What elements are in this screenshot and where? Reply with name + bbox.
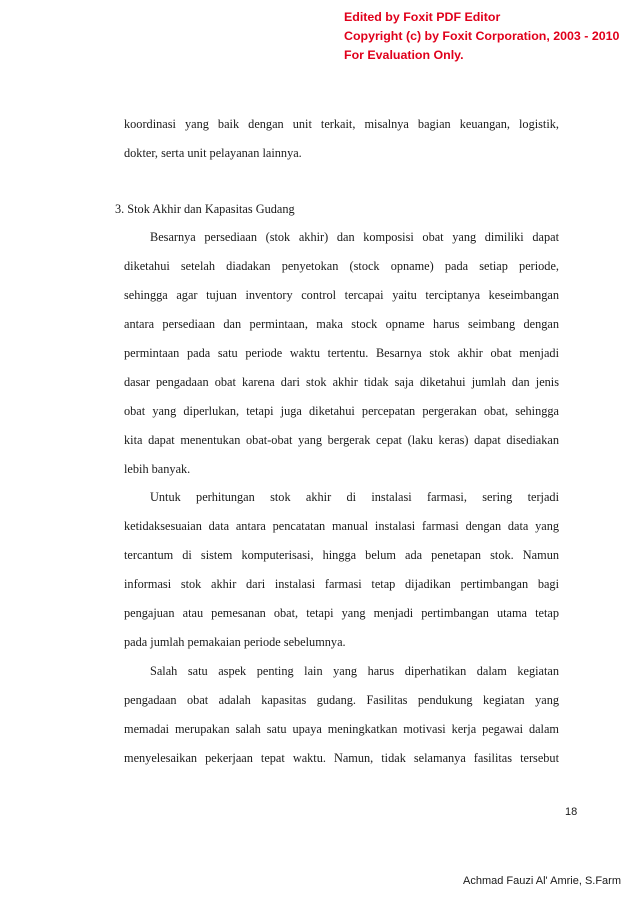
watermark-line-1: Edited by Foxit PDF Editor bbox=[344, 10, 501, 24]
text-line: ketidaksesuaian data antara pencatatan manual instalasi farmasi dengan data yang bbox=[124, 519, 559, 533]
text-line: antara persediaan dan permintaan, maka stock opname harus seimbang dengan bbox=[124, 317, 559, 331]
text-line: pengajuan atau pemesanan obat, tetapi yang menjadi pertimbangan utama tetap bbox=[124, 606, 559, 620]
text-line: tercantum di sistem komputerisasi, hingga belum ada penetapan stok. Namun bbox=[124, 548, 559, 562]
text-line: Besarnya persediaan (stok akhir) dan komposisi obat yang dimiliki dapat bbox=[150, 230, 559, 244]
text-line: Untuk perhitungan stok akhir di instalasi farmasi, sering terjadi bbox=[150, 490, 559, 504]
text-line: menyelesaikan pekerjaan tepat waktu. Namun, tidak selamanya fasilitas tersebut bbox=[124, 751, 559, 765]
text-line: kita dapat menentukan obat-obat yang bergerak cepat (laku keras) dapat disediakan bbox=[124, 433, 559, 447]
text-line: pengadaan obat adalah kapasitas gudang. Fasilitas pendukung kegiatan yang bbox=[124, 693, 559, 707]
footer-author: Achmad Fauzi Al' Amrie, S.Farm bbox=[463, 875, 621, 887]
text-line: diketahui setelah diadakan penyetokan (stock opname) pada setiap periode, bbox=[124, 259, 559, 273]
watermark-line-2: Copyright (c) by Foxit Corporation, 2003 - 2010 bbox=[344, 29, 620, 43]
text-line: pada jumlah pemakaian periode sebelumnya. bbox=[124, 635, 346, 649]
text-line: sehingga agar tujuan inventory control tercapai yaitu terciptanya keseimbangan bbox=[124, 288, 559, 302]
text-line: dokter, serta unit pelayanan lainnya. bbox=[124, 146, 302, 160]
text-line: obat yang diperlukan, tetapi juga diketahui percepatan pergerakan obat, sehingga bbox=[124, 404, 559, 418]
text-line: lebih banyak. bbox=[124, 462, 191, 476]
text-line: Salah satu aspek penting lain yang harus diperhatikan dalam kegiatan bbox=[150, 664, 559, 678]
text-line: dasar pengadaan obat karena dari stok akhir tidak saja diketahui jumlah dan jenis bbox=[124, 375, 559, 389]
section-heading: 3. Stok Akhir dan Kapasitas Gudang bbox=[115, 202, 295, 216]
text-line: informasi stok akhir dari instalasi farmasi tetap dijadikan pertimbangan bagi bbox=[124, 577, 559, 591]
page-number: 18 bbox=[565, 806, 578, 818]
text-line: memadai merupakan salah satu upaya meningkatkan motivasi kerja pegawai dalam bbox=[124, 722, 559, 736]
text-line: koordinasi yang baik dengan unit terkait, misalnya bagian keuangan, logistik, bbox=[124, 117, 559, 131]
foxit-watermark bbox=[344, 8, 619, 65]
text-line: permintaan pada satu periode waktu tertentu. Besarnya stok akhir obat menjadi bbox=[124, 346, 559, 360]
watermark-line-3: For Evaluation Only. bbox=[344, 48, 464, 62]
